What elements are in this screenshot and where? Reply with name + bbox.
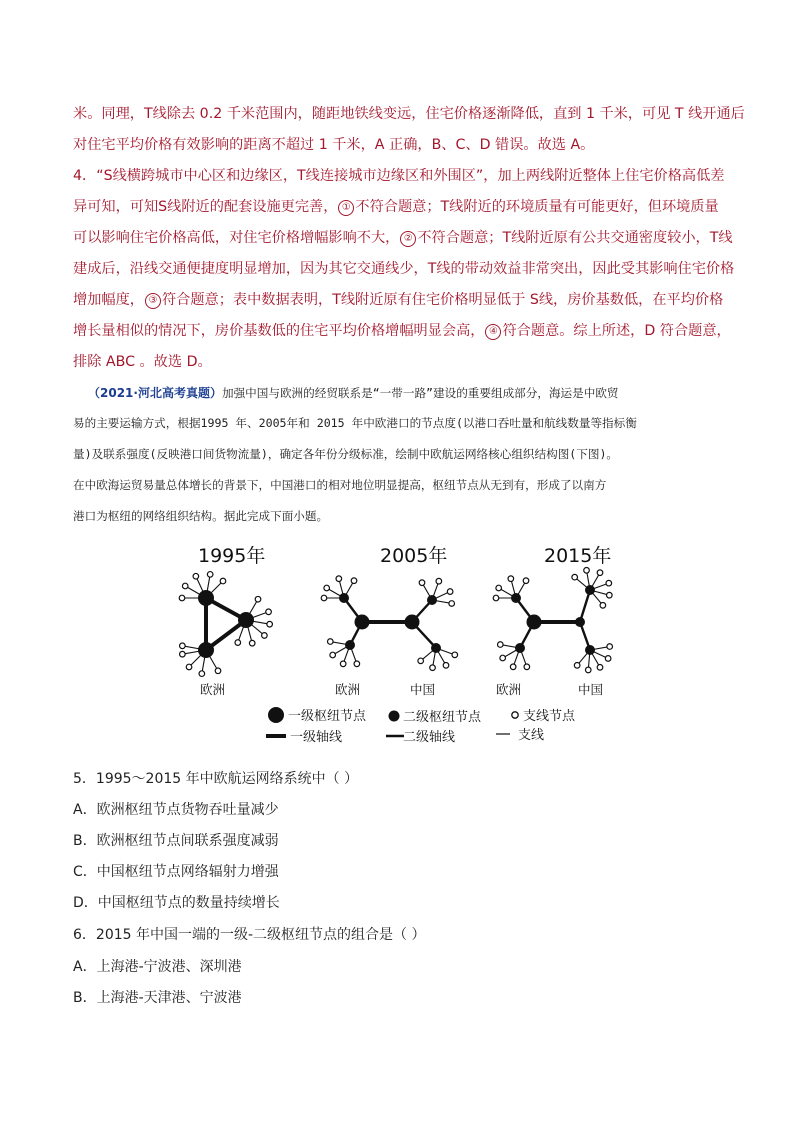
region-label-china: 中国 (410, 682, 436, 697)
branch-node (266, 609, 272, 615)
question-6: 6．2015 年中国一端的一级-二级枢纽节点的组合是（ ） (73, 927, 426, 943)
branch-node (430, 665, 436, 671)
legend-label: 一级轴线 (290, 730, 343, 745)
text-segment: 增长量相似的情况下，房价基数低的住宅平均价格增幅明显会高， (73, 323, 485, 339)
branch-node (199, 671, 205, 677)
branch-node (340, 661, 346, 667)
branch-node (500, 655, 506, 661)
intro-line: 在中欧海运贸易量总体增长的背景下，中国港口的相对地位明显提高，枢纽节点从无到有，形成了以南方 (73, 478, 607, 492)
branch-node (597, 665, 603, 671)
secondary-hub-node (585, 645, 595, 655)
text-segment: 不符合题意；T线附近原有公共交通密度较小，T线 (417, 230, 733, 246)
branch-node (585, 667, 591, 673)
secondary-hub-node (345, 640, 355, 650)
secondary-hub-node (427, 595, 437, 605)
branch-node (449, 601, 455, 607)
text-segment: 增加幅度， (73, 292, 144, 308)
option-a[interactable]: A．上海港-宁波港、深圳港 (73, 959, 242, 975)
branch-node (523, 578, 529, 584)
branch-node (324, 585, 330, 591)
branch-node (267, 621, 273, 627)
question-5: 5．1995～2015 年中欧航运网络系统中（ ） (73, 771, 359, 787)
secondary-hub-node (511, 593, 521, 603)
year-label: 2005年 (380, 545, 448, 567)
branch-node (498, 642, 504, 648)
q4-explanation-line: 排除 ABC 。故选 D。 (73, 354, 212, 370)
branch-node (207, 572, 213, 578)
branch-node (262, 633, 268, 639)
explanation-line: 米。同理，T线除去 0.2 千米范围内，随距地铁线变远，住宅价格逐渐降低，直到 1 千米，可见 T 线开通后 (73, 106, 745, 122)
branch-node (179, 595, 185, 601)
legend-label: 二级枢纽节点 (403, 710, 482, 725)
secondary-hub-node (585, 585, 595, 595)
branch-node (255, 596, 261, 602)
q4-explanation-line: 4．“S线横跨城市中心区和边缘区，T线连接城市边缘区和外围区”，加上两线附近整体上住宅价格高低差 (73, 168, 725, 184)
branch-node (600, 603, 606, 609)
q4-explanation-line (73, 196, 719, 216)
legend-branch-node-icon (512, 712, 518, 718)
legend-label: 二级轴线 (403, 730, 456, 745)
option-b[interactable]: B．上海港-天津港、宁波港 (73, 990, 242, 1006)
year-label: 2015年 (544, 545, 612, 567)
branch-node (328, 639, 334, 645)
branch-node (605, 656, 611, 662)
circled-number: ④ (485, 324, 501, 340)
region-label-europe: 欧洲 (496, 682, 522, 697)
option-a[interactable]: A．欧洲枢纽节点货物吞吐量减少 (73, 802, 279, 818)
branch-node (418, 658, 424, 664)
branch-node (447, 589, 453, 595)
region-label-china: 中国 (578, 682, 604, 697)
primary-hub-node (355, 615, 370, 630)
legend-label: 一级枢纽节点 (288, 709, 367, 724)
legend-label: 支线 (518, 728, 545, 743)
primary-hub-node (198, 590, 214, 606)
q4-explanation-line (73, 320, 731, 340)
text-segment: 符合题意。综上所述，D 符合题意， (502, 323, 731, 339)
intro-line: 易的主要运输方式，根据1995 年、2005年和 2015 年中欧港口的节点度(以港口吞吐量和航线数量等指标衡 (73, 416, 637, 430)
circled-number: ① (338, 200, 354, 216)
branch-node (354, 661, 360, 667)
network-structure-figure (170, 540, 630, 755)
option-d[interactable]: D．中国枢纽节点的数量持续增长 (73, 895, 280, 911)
secondary-axis (580, 590, 590, 622)
branch-node (215, 668, 221, 674)
legend-primary-node-icon (268, 707, 284, 723)
primary-hub-node (527, 615, 542, 630)
branch-node (572, 574, 578, 580)
secondary-hub-node (431, 643, 441, 653)
option-b[interactable]: B．欧洲枢纽节点间联系强度减弱 (73, 833, 279, 849)
q4-explanation-line (73, 227, 733, 247)
text-segment: 不符合题意；T线附近的环境质量有可能更好，但环境质量 (355, 199, 719, 215)
branch-node (220, 578, 226, 584)
network-graph (179, 568, 612, 677)
branch-node (351, 578, 357, 584)
branch-node (330, 652, 336, 658)
branch-node (493, 595, 499, 601)
q4-explanation-line (73, 289, 723, 309)
branch-node (597, 570, 603, 576)
branch-node (249, 640, 255, 646)
q4-explanation-line: 建成后，沿线交通便捷度明显增加，因为其它交通线少，T线的带动效益非常突出，因此受其影响住宅价格 (73, 261, 735, 277)
branch-node (508, 576, 514, 582)
primary-hub-node (238, 612, 254, 628)
year-label: 1995年 (198, 545, 266, 567)
source-tag: （2021·河北高考真题） (88, 386, 222, 400)
region-label-europe: 欧洲 (200, 682, 226, 697)
branch-node (524, 664, 530, 670)
text-segment: 可以影响住宅价格高低，对住宅价格增幅影响不大， (73, 230, 400, 246)
branch-node (607, 644, 613, 650)
branch-node (180, 651, 186, 657)
branch-node (180, 643, 186, 649)
circled-number: ② (400, 231, 416, 247)
branch-node (496, 585, 502, 591)
branch-node (182, 583, 188, 589)
secondary-hub-node (575, 617, 585, 627)
network-diagram-svg (170, 540, 630, 755)
branch-node (321, 595, 327, 601)
branch-node (336, 576, 342, 582)
text-segment: 异可知，可知S线附近的配套设施更完善， (73, 199, 338, 215)
intro-line: 港口为枢纽的网络组织结构。据此完成下面小题。 (73, 509, 329, 523)
region-label-europe: 欧洲 (335, 682, 361, 697)
branch-node (443, 663, 449, 669)
explanation-line: 对住宅平均价格有效影响的距离不超过 1 千米，A 正确，B、C、D 错误。故选 A。 (73, 137, 595, 153)
legend-label: 支线节点 (523, 709, 576, 724)
legend-secondary-node-icon (389, 711, 400, 722)
branch-node (193, 573, 199, 579)
primary-hub-node (198, 642, 214, 658)
primary-hub-node (405, 615, 420, 630)
branch-node (452, 652, 458, 658)
branch-node (607, 592, 613, 598)
branch-node (606, 580, 612, 586)
branch-node (419, 580, 425, 586)
option-c[interactable]: C．中国枢纽节点网络辐射力增强 (73, 864, 279, 880)
intro-line: 量)及联系强度(反映港口间货物流量)，确定各年份分级标准，绘制中欧航运网络核心组织结构图(下图)。 (73, 447, 619, 461)
secondary-hub-node (515, 643, 525, 653)
intro-line (88, 384, 619, 401)
branch-node (574, 663, 580, 669)
text-segment: 符合题意；表中数据表明，T线附近原有住宅价格明显低于 S线，房价基数低，在平均价格 (161, 292, 724, 308)
text-segment: 加强中国与欧洲的经贸联系是“一带一路”建设的重要组成部分，海运是中欧贸 (221, 386, 619, 400)
branch-node (510, 664, 516, 670)
branch-node (584, 568, 590, 574)
branch-node (186, 664, 192, 670)
branch-node (436, 578, 442, 584)
circled-number: ③ (145, 293, 161, 309)
branch-node (235, 640, 241, 646)
secondary-hub-node (339, 593, 349, 603)
